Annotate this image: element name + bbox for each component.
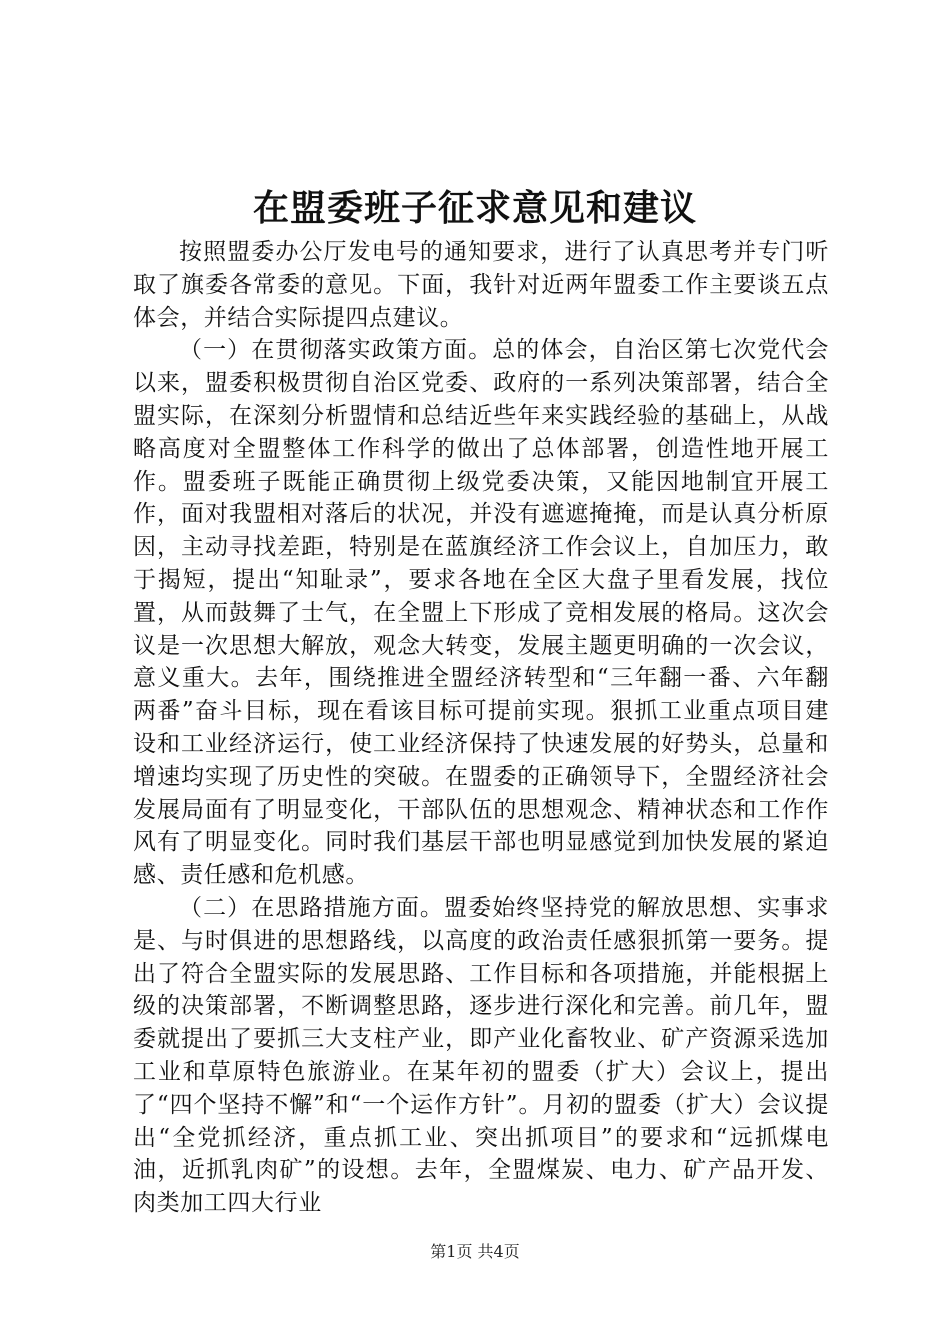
paragraph-intro: 按照盟委办公厅发电号的通知要求，进行了认真思考并专门听取了旗委各常委的意见。下面，我针对近两年盟委工作主要谈五点体会，并结合实际提四点建议。 xyxy=(133,239,829,331)
paragraph-section-1: （一）在贯彻落实政策方面。总的体会，自治区第七次党代会以来，盟委积极贯彻自治区党委、政府的一系列决策部署，结合全盟实际，在深刻分析盟情和总结近些年来实践经验的基础上，从战略高度对全盟整体工作科学的做出了总体部署，创造性地开展工作。盟委班子既能正确贯彻上级党委决策，又能因地制宜开展工作，面对我盟相对落后的状况，并没有遮遮掩掩，而是认真分析原因，主动寻找差距，特别是在蓝旗经济工作会议上，自加压力，敢于揭短，提出“知耻录”，要求各地在全区大盘子里看发展，找位置，从而鼓舞了士气，在全盟上下形成了竞相发展的格局。这次会议是一次思想大解放，观念大转变，发展主题更明确的一次会议，意义重大。去年，围绕推进全盟经济转型和“三年翻一番、六年翻两番”奋斗目标，现在看该目标可提前实现。狠抓工业重点项目建设和工业经济运行，使工业经济保持了快速发展的好势头，总量和增速均实现了历史性的突破。在盟委的正确领导下，全盟经济社会发展局面有了明显变化，干部队伍的思想观念、精神状态和工作作风有了明显变化。同时我们基层干部也明显感觉到加快发展的紧迫感、责任感和危机感。 xyxy=(133,337,829,889)
page-footer: 第1页 共4页 xyxy=(430,1242,520,1261)
paragraph-section-2: （二）在思路措施方面。盟委始终坚持党的解放思想、实事求是、与时俱进的思想路线，以高度的政治责任感狠抓第一要务。提出了符合全盟实际的发展思路、工作目标和各项措施，并能根据上级的决策部署，不断调整思路，逐步进行深化和完善。前几年，盟委就提出了要抓三大支柱产业，即产业化畜牧业、矿产资源采选加工业和草原特色旅游业。在某年初的盟委（扩大）会议上，提出了“四个坚持不懈”和“一个运作方针”。月初的盟委（扩大）会议提出“全党抓经济，重点抓工业、突出抓项目”的要求和“远抓煤电油，近抓乳肉矿”的设想。去年，全盟煤炭、电力、矿产品开发、肉类加工四大行业 xyxy=(133,894,829,1217)
page-title: 在盟委班子征求意见和建议 xyxy=(252,187,697,229)
document-body xyxy=(133,236,829,1220)
